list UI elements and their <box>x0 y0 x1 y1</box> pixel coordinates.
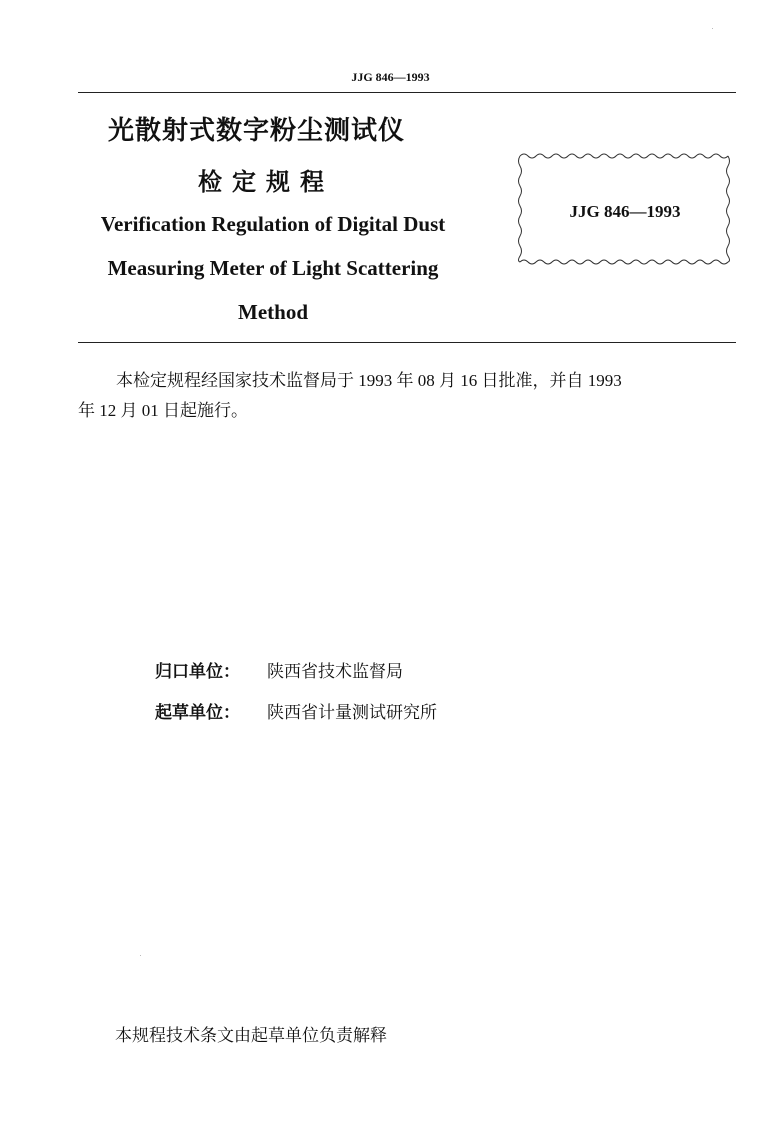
standard-code-header: JJG 846—1993 <box>351 70 430 84</box>
drafting-unit-value: 陕西省计量测试研究所 <box>267 703 437 723</box>
middle-rule <box>78 342 736 343</box>
responsible-unit-row <box>155 657 403 682</box>
top-rule <box>78 92 736 93</box>
approval-line-1-text: 本检定规程经国家技术监督局于 1993 年 08 月 16 日批准，并自 1993 <box>116 371 622 390</box>
responsible-unit-label: 归口单位： <box>155 662 240 682</box>
approval-line-2: 年 12 月 01 日起施行。 <box>78 401 248 420</box>
title-english-line-1: Verification Regulation of Digital Dust <box>100 212 446 236</box>
code-box <box>516 150 734 268</box>
code-box-text: JJG 846—1993 <box>569 202 681 221</box>
scan-speck <box>712 28 713 29</box>
drafting-unit-label: 起草单位： <box>155 703 240 723</box>
scan-speck <box>140 955 141 956</box>
approval-line-1 <box>78 366 738 396</box>
approval-paragraph <box>78 366 738 426</box>
title-chinese-line-2: 检定规程 <box>198 168 334 196</box>
title-english-line-3: Method <box>238 300 308 324</box>
title-chinese-line-1: 光散射式数字粉尘测试仪 <box>108 116 406 146</box>
title-english-line-2: Measuring Meter of Light Scattering <box>107 256 439 280</box>
drafting-unit-row <box>155 698 437 723</box>
footer-note: 本规程技术条文由起草单位负责解释 <box>115 1026 387 1046</box>
responsible-unit-value: 陕西省技术监督局 <box>267 662 403 682</box>
